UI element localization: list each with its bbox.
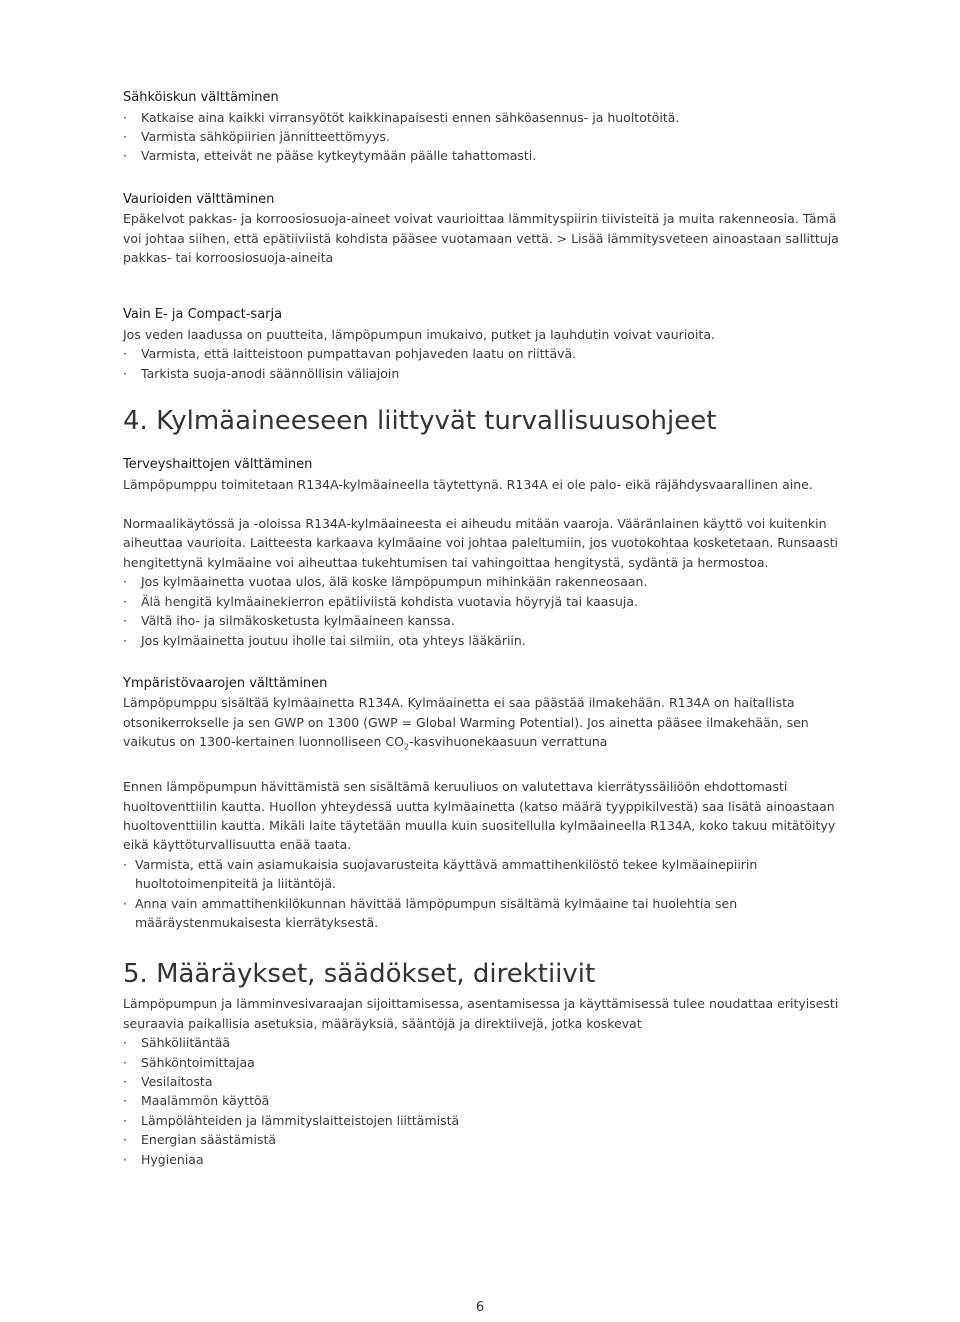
list-item: · Varmista, että laitteistoon pumpattavan pohjaveden laatu on riittävä.: [123, 344, 839, 363]
chapter-title-4: 4. Kylmäaineeseen liittyvät turvallisuusohjeet: [123, 406, 717, 437]
paragraph: Lämpöpumpun ja lämminvesivaraajan sijoittamisessa, asentamisessa ja käyttämisessä tulee noudattaa erityisesti seuraavia paikallisia asetuksia, määräyksiä, sääntöjä ja direktiivejä, jotka koskevat: [123, 996, 839, 1031]
list-item: · Anna vain ammattihenkilökunnan hävittää lämpöpumpun sisältämä kylmäaine tai huolehtia sen määräystenmukaisesta kierrätyksestä.: [123, 894, 839, 933]
chapter-title-5: 5. Määräykset, säädökset, direktiivit: [123, 959, 596, 990]
bullet-list: [123, 572, 839, 650]
section-damage-avoidance: [123, 190, 839, 268]
bullet-list: [123, 855, 839, 933]
bullet-list: [123, 344, 839, 383]
text-part: -kasvihuonekaasuun verrattuna: [409, 734, 608, 750]
list-item: · Jos kylmäainetta joutuu iholle tai silmiin, ota yhteys lääkäriin.: [123, 631, 839, 650]
section-regulations: [123, 994, 839, 1169]
list-item: · Maalämmön käyttöä: [123, 1091, 839, 1110]
subscript: 2: [403, 742, 410, 752]
section-electric-shock: [123, 88, 839, 166]
list-item: · Sähköntoimittajaa: [123, 1053, 839, 1072]
list-item: · Varmista, että vain asiamukaisia suojavarusteita käyttävä ammattihenkilöstö tekee kylmäainepiirin huoltotoimenpiteitä ja liitäntöjä.: [123, 855, 839, 894]
list-item: · Lämpölähteiden ja lämmityslaitteistojen liittämistä: [123, 1111, 839, 1130]
text-part: Lämpöpumppu sisältää kylmäainetta R134A. Kylmäainetta ei saa päästää ilmakehään. R134A on haitallista otsonikerrokselle ja sen GWP on 1300 (GWP = Global Warming Potential). Jos ainetta pääsee ilmakehään, sen vaikutus on 1300-kertainen luonnolliseen CO: [123, 695, 809, 750]
paragraph: Ennen lämpöpumpun hävittämistä sen sisältämä keruuliuos on valutettava kierrätyssäiliöön ehdottomasti huoltoventtiilin kautta. Huollon yhteydessä uutta kylmäainetta (katso määrä tyyppikilvestä) saa lisätä ainoastaan huoltoventtiilin kautta. Mikäli laite täytetään muulla kuin suositellulla kylmäaineella R134A, koko takuu mitätöityy eikä käyttöturvallisuutta enää taata.: [123, 779, 836, 853]
paragraph: Normaalikäytössä ja -oloissa R134A-kylmäaineesta ei aiheudu mitään vaaroja. Vääränlainen käyttö voi kuitenkin aiheuttaa vaurioita. Laitteesta karkaava kylmäaine voi johtaa paleltumiin, jos vuotokohtaa kosketetaan. Runsaasti hengitettynä kylmäaine voi aiheuttaa tukehtumisen tai vahingoittaa hengitystä, sydäntä ja hermostoa.: [123, 516, 838, 570]
list-item: · Hygieniaa: [123, 1150, 839, 1169]
list-item: · Energian säästämistä: [123, 1130, 839, 1149]
bullet-list: [123, 1033, 839, 1169]
paragraph: Lämpöpumppu toimitetaan R134A-kylmäaineella täytettynä. R134A ei ole palo- eikä räjähdysvaarallinen aine.: [123, 476, 813, 492]
section-health-hazards: [123, 455, 839, 650]
page-number: 6: [475, 1300, 485, 1315]
list-item: · Tarkista suoja-anodi säännöllisin väliajoin: [123, 364, 839, 383]
section-heading: Vaurioiden välttäminen: [123, 191, 275, 207]
section-heading: Vain E- ja Compact-sarja: [123, 307, 283, 323]
section-heading: Sähköiskun välttäminen: [123, 90, 279, 105]
section-environment-hazards: [123, 674, 839, 932]
section-e-compact: [123, 305, 839, 383]
section-heading: Terveyshaittojen välttäminen: [123, 457, 313, 473]
list-item: · Varmista, etteivät ne pääse kytkeytymään päälle tahattomasti.: [123, 146, 839, 165]
section-heading: Ympäristövaarojen välttäminen: [123, 675, 328, 691]
list-item: · Älä hengitä kylmäainekierron epätiiviistä kohdista vuotavia höyryjä tai kaasuja.: [123, 592, 839, 611]
page-content: [123, 88, 839, 1169]
paragraph: [123, 693, 839, 757]
list-item: · Varmista sähköpiirien jännitteettömyys.: [123, 127, 839, 146]
list-item: · Vältä iho- ja silmäkosketusta kylmäaineen kanssa.: [123, 611, 839, 630]
list-item: · Vesilaitosta: [123, 1072, 839, 1091]
list-item: · Sähköliitäntää: [123, 1033, 839, 1052]
list-item: · Katkaise aina kaikki virransyötöt kaikkinapaisesti ennen sähköasennus- ja huoltotöitä.: [123, 108, 839, 127]
paragraph: Jos veden laadussa on puutteita, lämpöpumpun imukaivo, putket ja lauhdutin voivat vaurioita.: [123, 326, 715, 342]
bullet-list: [123, 108, 839, 166]
paragraph: Epäkelvot pakkas- ja korroosiosuoja-aineet voivat vaurioittaa lämmityspiirin tiivisteitä ja muita rakenneosia. Tämä voi johtaa siihen, että epätiiviistä kohdista pääsee vuotamaan vettä. > Lisää lämmitysveteen ainoastaan sallittuja pakkas- tai korroosiosuoja-aineita: [123, 211, 839, 266]
list-item: · Jos kylmäainetta vuotaa ulos, älä koske lämpöpumpun mihinkään rakenneosaan.: [123, 572, 839, 591]
